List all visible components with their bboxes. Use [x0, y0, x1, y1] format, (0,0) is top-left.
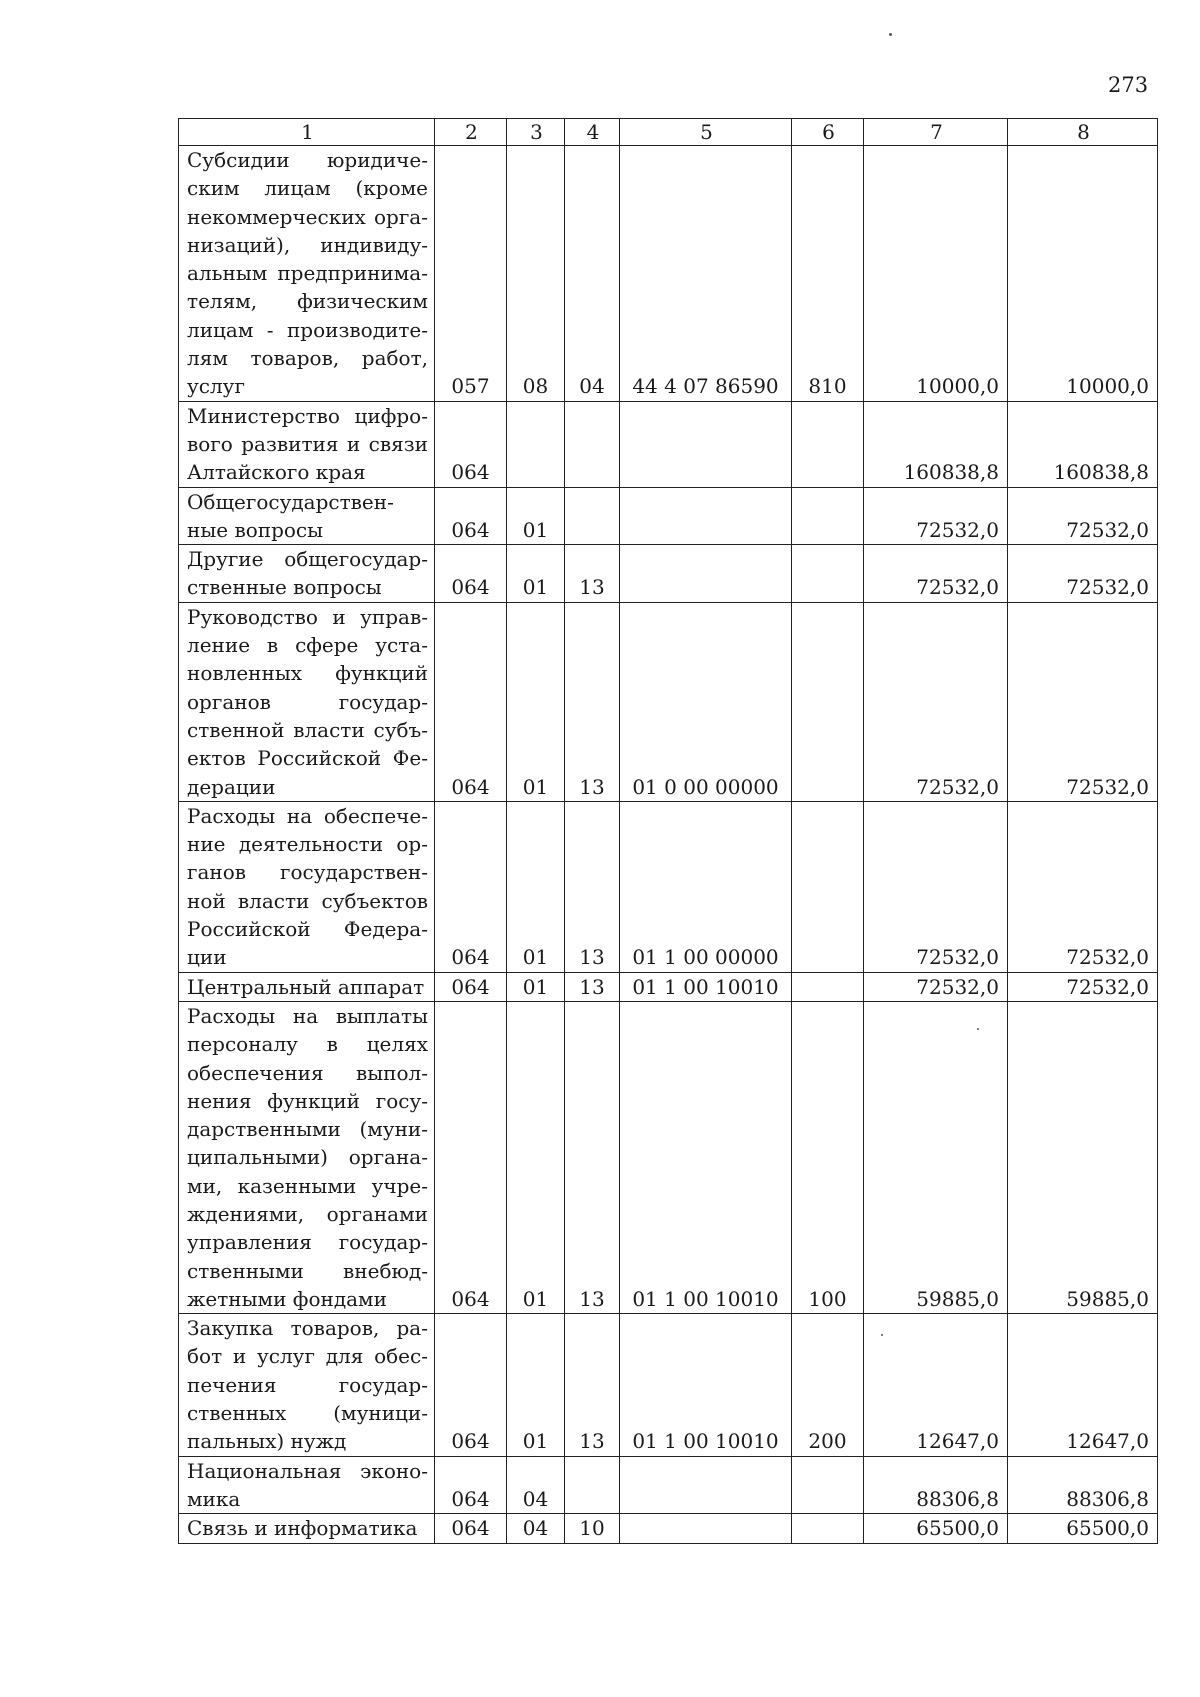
target-item-cell [620, 401, 792, 487]
target-item-cell: 01 1 00 10010 [620, 1314, 792, 1456]
target-item-cell [620, 545, 792, 603]
table-row [179, 401, 1158, 487]
table-row [179, 602, 1158, 801]
admin-code-cell: 064 [435, 1001, 507, 1313]
expense-type-cell: 200 [792, 1314, 864, 1456]
target-item-cell: 01 0 00 00000 [620, 602, 792, 801]
column-header: 7 [864, 119, 1008, 146]
amount-cell: 72532,0 [864, 801, 1008, 972]
column-header: 4 [565, 119, 620, 146]
table-body [179, 146, 1158, 1544]
amount-cell: 10000,0 [864, 146, 1008, 402]
budget-table [178, 118, 1158, 1544]
subsection-code-cell [565, 1456, 620, 1514]
row-name-cell: Руководство и управление в сфере установленных функций органов государственной власти субъектов Российской Федерации [179, 602, 435, 801]
expense-type-cell [792, 801, 864, 972]
amount-cell: 12647,0 [864, 1314, 1008, 1456]
subsection-code-cell: 13 [565, 972, 620, 1001]
table-row [179, 972, 1158, 1001]
admin-code-cell: 057 [435, 146, 507, 402]
admin-code-cell: 064 [435, 972, 507, 1001]
subsection-code-cell: 04 [565, 146, 620, 402]
amount-cell: 59885,0 [1008, 1001, 1158, 1313]
amount-cell: 72532,0 [864, 545, 1008, 603]
amount-cell: 65500,0 [1008, 1514, 1158, 1543]
column-header: 1 [179, 119, 435, 146]
admin-code-cell: 064 [435, 1514, 507, 1543]
admin-code-cell: 064 [435, 1456, 507, 1514]
target-item-cell [620, 1456, 792, 1514]
subsection-code-cell: 13 [565, 602, 620, 801]
row-name-cell: Общегосударственные вопросы [179, 487, 435, 545]
table-row [179, 487, 1158, 545]
admin-code-cell: 064 [435, 801, 507, 972]
section-code-cell: 04 [507, 1514, 565, 1543]
target-item-cell: 01 1 00 10010 [620, 972, 792, 1001]
expense-type-cell [792, 602, 864, 801]
amount-cell: 72532,0 [1008, 972, 1158, 1001]
section-code-cell: 01 [507, 602, 565, 801]
table-row [179, 1314, 1158, 1456]
target-item-cell [620, 1514, 792, 1543]
section-code-cell: 01 [507, 801, 565, 972]
amount-cell: 72532,0 [864, 972, 1008, 1001]
amount-cell: 88306,8 [1008, 1456, 1158, 1514]
subsection-code-cell: 13 [565, 801, 620, 972]
admin-code-cell: 064 [435, 545, 507, 603]
subsection-code-cell: 13 [565, 1001, 620, 1313]
section-code-cell: 01 [507, 1001, 565, 1313]
amount-cell: 65500,0 [864, 1514, 1008, 1543]
section-code-cell: 01 [507, 972, 565, 1001]
expense-type-cell: 100 [792, 1001, 864, 1313]
amount-cell: 72532,0 [1008, 545, 1158, 603]
row-name-cell: Другие общегосударственные вопросы [179, 545, 435, 603]
amount-cell: 88306,8 [864, 1456, 1008, 1514]
amount-cell: 160838,8 [1008, 401, 1158, 487]
section-code-cell: 04 [507, 1456, 565, 1514]
section-code-cell [507, 401, 565, 487]
target-item-cell: 01 1 00 10010 [620, 1001, 792, 1313]
scan-speck [889, 33, 892, 36]
admin-code-cell: 064 [435, 487, 507, 545]
section-code-cell: 01 [507, 545, 565, 603]
row-name-cell: Расходы на обеспечение деятельности органов государственной власти субъектов Российской Федерации [179, 801, 435, 972]
table-row [179, 146, 1158, 402]
column-header: 6 [792, 119, 864, 146]
page-number: 273 [1108, 73, 1149, 97]
admin-code-cell: 064 [435, 602, 507, 801]
amount-cell: 72532,0 [864, 487, 1008, 545]
row-name-cell: Закупка товаров, работ и услуг для обеспечения государственных (муниципальных) нужд [179, 1314, 435, 1456]
target-item-cell: 01 1 00 00000 [620, 801, 792, 972]
section-code-cell: 08 [507, 146, 565, 402]
amount-cell: 59885,0 [864, 1001, 1008, 1313]
expense-type-cell [792, 1456, 864, 1514]
row-name-cell: Расходы на выплаты персоналу в целях обеспечения выполнения функций государственными (муниципальными) органами, казенными учреждениями, органами управления государственными внебюджетными фондами [179, 1001, 435, 1313]
table-row [179, 1456, 1158, 1514]
admin-code-cell: 064 [435, 1314, 507, 1456]
expense-type-cell [792, 401, 864, 487]
target-item-cell [620, 487, 792, 545]
expense-type-cell [792, 1514, 864, 1543]
target-item-cell: 44 4 07 86590 [620, 146, 792, 402]
table-row [179, 1514, 1158, 1543]
admin-code-cell: 064 [435, 401, 507, 487]
table-row [179, 1001, 1158, 1313]
column-header: 8 [1008, 119, 1158, 146]
amount-cell: 72532,0 [1008, 487, 1158, 545]
table-row [179, 801, 1158, 972]
amount-cell: 160838,8 [864, 401, 1008, 487]
column-header: 5 [620, 119, 792, 146]
expense-type-cell [792, 487, 864, 545]
column-header: 2 [435, 119, 507, 146]
section-code-cell: 01 [507, 487, 565, 545]
amount-cell: 72532,0 [864, 602, 1008, 801]
row-name-cell: Связь и информатика [179, 1514, 435, 1543]
section-code-cell: 01 [507, 1314, 565, 1456]
subsection-code-cell: 13 [565, 545, 620, 603]
expense-type-cell: 810 [792, 146, 864, 402]
amount-cell: 12647,0 [1008, 1314, 1158, 1456]
row-name-cell: Национальная экономика [179, 1456, 435, 1514]
amount-cell: 72532,0 [1008, 602, 1158, 801]
expense-type-cell [792, 972, 864, 1001]
row-name-cell: Министерство цифрового развития и связи Алтайского края [179, 401, 435, 487]
subsection-code-cell [565, 401, 620, 487]
subsection-code-cell: 10 [565, 1514, 620, 1543]
amount-cell: 10000,0 [1008, 146, 1158, 402]
amount-cell: 72532,0 [1008, 801, 1158, 972]
row-name-cell: Субсидии юридическим лицам (кроме некоммерческих организаций), индивидуальным предпринимателям, физическим лицам - производителям товаров, работ, услуг [179, 146, 435, 402]
row-name-cell: Центральный аппарат [179, 972, 435, 1001]
header-row [179, 119, 1158, 146]
column-header: 3 [507, 119, 565, 146]
table-row [179, 545, 1158, 603]
subsection-code-cell [565, 487, 620, 545]
expense-type-cell [792, 545, 864, 603]
subsection-code-cell: 13 [565, 1314, 620, 1456]
